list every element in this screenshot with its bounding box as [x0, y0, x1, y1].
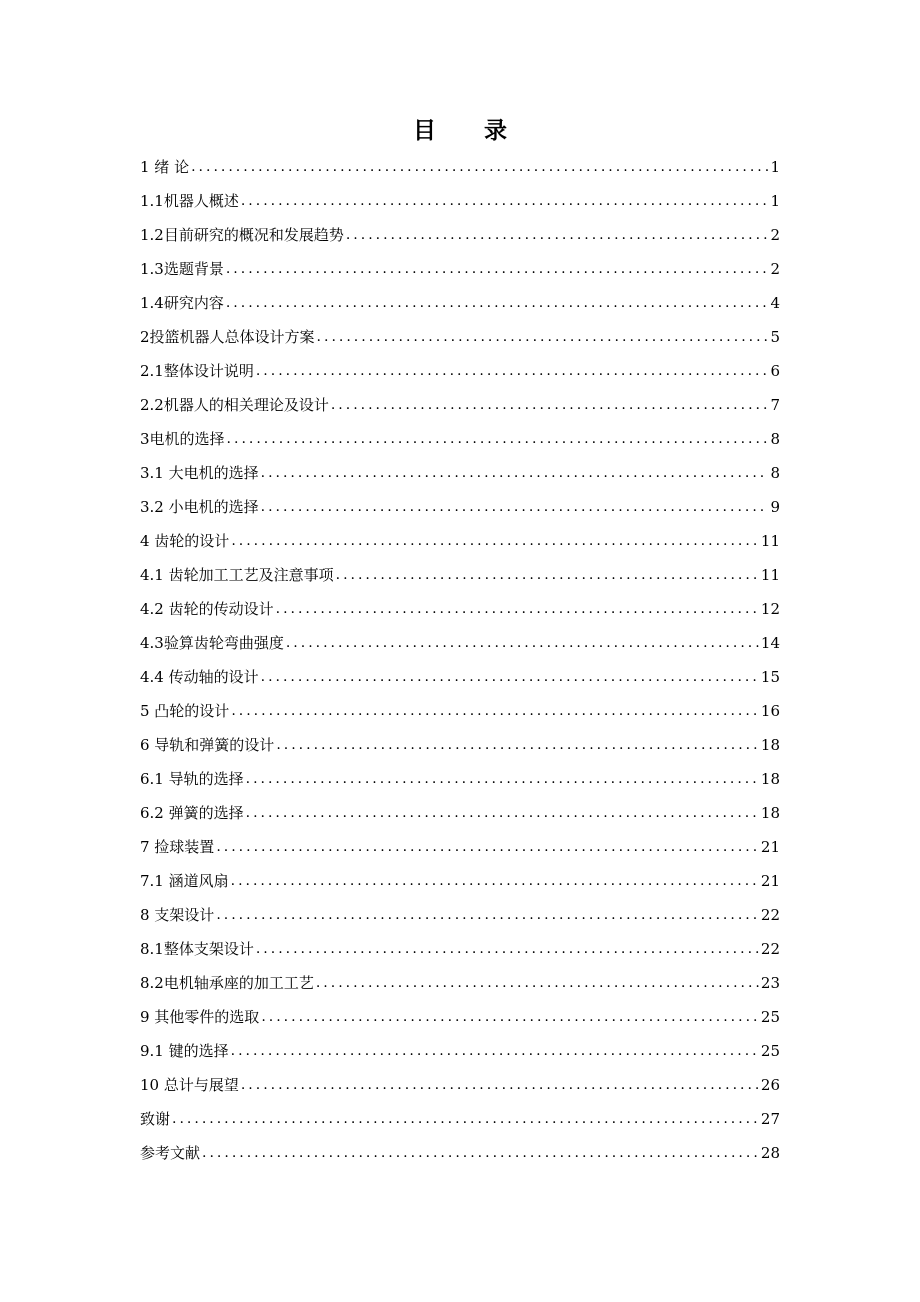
- toc-entry-page-number: 21: [760, 872, 780, 890]
- toc-entry-title: 4.4 传动轴的设计: [140, 668, 259, 686]
- toc-entry: [140, 1136, 780, 1170]
- toc-leader-dots: [317, 327, 769, 347]
- toc-entry-title: 6 导轨和弹簧的设计: [140, 736, 275, 754]
- toc-entry-page-number: 11: [760, 566, 780, 584]
- toc-entry-page-number: 22: [760, 940, 780, 958]
- toc-entry: [140, 456, 780, 490]
- toc-entry-page-number: 6: [770, 362, 780, 380]
- toc-leader-dots: [231, 531, 759, 551]
- toc-entry-title: 6.1 导轨的选择: [140, 770, 244, 788]
- toc-entry-page-number: 18: [760, 804, 780, 822]
- toc-leader-dots: [256, 361, 769, 381]
- toc-entry-page-number: 23: [760, 974, 780, 992]
- toc-leader-dots: [246, 803, 759, 823]
- toc-leader-dots: [286, 633, 759, 653]
- toc-entry-page-number: 1: [770, 158, 780, 176]
- toc-entry-page-number: 11: [760, 532, 780, 550]
- toc-entry: [140, 592, 780, 626]
- toc-leader-dots: [276, 735, 759, 755]
- toc-entry-title: 6.2 弹簧的选择: [140, 804, 244, 822]
- toc-entry: [140, 388, 780, 422]
- toc-entry-page-number: 15: [760, 668, 780, 686]
- toc-entry: [140, 1034, 780, 1068]
- toc-entry: [140, 932, 780, 966]
- toc-leader-dots: [231, 701, 759, 721]
- toc-entry-page-number: 28: [760, 1144, 780, 1162]
- toc-entry-page-number: 5: [770, 328, 780, 346]
- toc-entry-page-number: 25: [760, 1042, 780, 1060]
- toc-entry-title: 2投篮机器人总体设计方案: [140, 328, 315, 346]
- toc-entry-title: 2.2机器人的相关理论及设计: [140, 396, 329, 414]
- toc-entry-page-number: 7: [770, 396, 780, 414]
- toc-leader-dots: [336, 565, 759, 585]
- toc-entry: [140, 966, 780, 1000]
- toc-leader-dots: [331, 395, 769, 415]
- toc-entry: [140, 728, 780, 762]
- toc-leader-dots: [226, 293, 769, 313]
- toc-entry-title: 4 齿轮的设计: [140, 532, 230, 550]
- toc-entry: [140, 830, 780, 864]
- toc-entry: [140, 320, 780, 354]
- toc-leader-dots: [246, 769, 759, 789]
- toc-entry-page-number: 21: [760, 838, 780, 856]
- toc-entry: [140, 898, 780, 932]
- toc-entry-page-number: 8: [770, 464, 780, 482]
- toc-leader-dots: [216, 837, 759, 857]
- toc-leader-dots: [191, 157, 768, 177]
- toc-title: 目 录: [412, 118, 527, 144]
- toc-entry-title: 7.1 涵道风扇: [140, 872, 229, 890]
- toc-entry-title: 4.3验算齿轮弯曲强度: [140, 634, 284, 652]
- toc-entry-page-number: 1: [770, 192, 780, 210]
- toc-entry-title: 1.3选题背景: [140, 260, 224, 278]
- toc-entry-page-number: 25: [760, 1008, 780, 1026]
- toc-entry: [140, 252, 780, 286]
- toc-leader-dots: [227, 429, 769, 449]
- toc-entry-title: 8.1整体支架设计: [140, 940, 254, 958]
- toc-leader-dots: [261, 463, 769, 483]
- toc-leader-dots: [226, 259, 769, 279]
- toc-entry-page-number: 12: [760, 600, 780, 618]
- toc-entry: [140, 660, 780, 694]
- toc-entry: [140, 354, 780, 388]
- toc-entry: [140, 626, 780, 660]
- toc-entry-title: 3.1 大电机的选择: [140, 464, 259, 482]
- toc-entry-page-number: 27: [760, 1110, 780, 1128]
- toc-entry: [140, 184, 780, 218]
- toc-entry: [140, 218, 780, 252]
- toc-entry: [140, 1068, 780, 1102]
- toc-leader-dots: [231, 871, 759, 891]
- toc-leader-dots: [261, 667, 759, 687]
- toc-entry: [140, 558, 780, 592]
- toc-entry-page-number: 18: [760, 770, 780, 788]
- toc-leader-dots: [241, 191, 769, 211]
- toc-entry-title: 4.1 齿轮加工工艺及注意事项: [140, 566, 334, 584]
- toc-entry-page-number: 4: [770, 294, 780, 312]
- toc-entry-title: 8 支架设计: [140, 906, 215, 924]
- toc-entry-page-number: 2: [770, 226, 780, 244]
- toc-leader-dots: [261, 1007, 759, 1027]
- toc-entry-title: 10 总计与展望: [140, 1076, 239, 1094]
- toc-leader-dots: [216, 905, 759, 925]
- toc-entry-title: 1 绪 论: [140, 158, 190, 176]
- toc-entry: [140, 1102, 780, 1136]
- toc-entry-page-number: 8: [770, 430, 780, 448]
- toc-entry-title: 4.2 齿轮的传动设计: [140, 600, 274, 618]
- toc-entry-title: 3电机的选择: [140, 430, 225, 448]
- toc-leader-dots: [316, 973, 759, 993]
- toc-leader-dots: [231, 1041, 759, 1061]
- toc-entry: [140, 694, 780, 728]
- toc-entry-page-number: 9: [770, 498, 780, 516]
- toc-leader-dots: [256, 939, 759, 959]
- toc-entry-title: 2.1整体设计说明: [140, 362, 254, 380]
- toc-entry: [140, 762, 780, 796]
- toc-entry-title: 致谢: [140, 1110, 171, 1128]
- toc-entry-title: 1.4研究内容: [140, 294, 224, 312]
- toc-entry: [140, 1000, 780, 1034]
- toc-entry: [140, 286, 780, 320]
- toc-entry: [140, 864, 780, 898]
- toc-leader-dots: [261, 497, 769, 517]
- toc-leader-dots: [241, 1075, 759, 1095]
- toc-entry-title: 5 凸轮的设计: [140, 702, 230, 720]
- toc-entry-title: 3.2 小电机的选择: [140, 498, 259, 516]
- toc-entry-title: 1.2目前研究的概况和发展趋势: [140, 226, 344, 244]
- toc-entry-title: 1.1机器人概述: [140, 192, 239, 210]
- toc-entry-page-number: 22: [760, 906, 780, 924]
- toc-leader-dots: [346, 225, 769, 245]
- toc-list: [140, 150, 780, 1170]
- toc-entry: [140, 422, 780, 456]
- toc-entry-title: 参考文献: [140, 1144, 201, 1162]
- toc-entry: [140, 490, 780, 524]
- toc-entry: [140, 524, 780, 558]
- toc-entry-page-number: 2: [770, 260, 780, 278]
- toc-entry-title: 7 捡球装置: [140, 838, 215, 856]
- toc-entry-page-number: 16: [760, 702, 780, 720]
- toc-leader-dots: [276, 599, 759, 619]
- toc-entry-title: 8.2电机轴承座的加工工艺: [140, 974, 314, 992]
- toc-entry-page-number: 18: [760, 736, 780, 754]
- toc-leader-dots: [172, 1109, 759, 1129]
- toc-entry-page-number: 26: [760, 1076, 780, 1094]
- toc-entry-title: 9.1 键的选择: [140, 1042, 229, 1060]
- toc-entry-page-number: 14: [760, 634, 780, 652]
- toc-leader-dots: [202, 1143, 759, 1163]
- toc-entry-title: 9 其他零件的选取: [140, 1008, 260, 1026]
- toc-entry: [140, 150, 780, 184]
- toc-entry: [140, 796, 780, 830]
